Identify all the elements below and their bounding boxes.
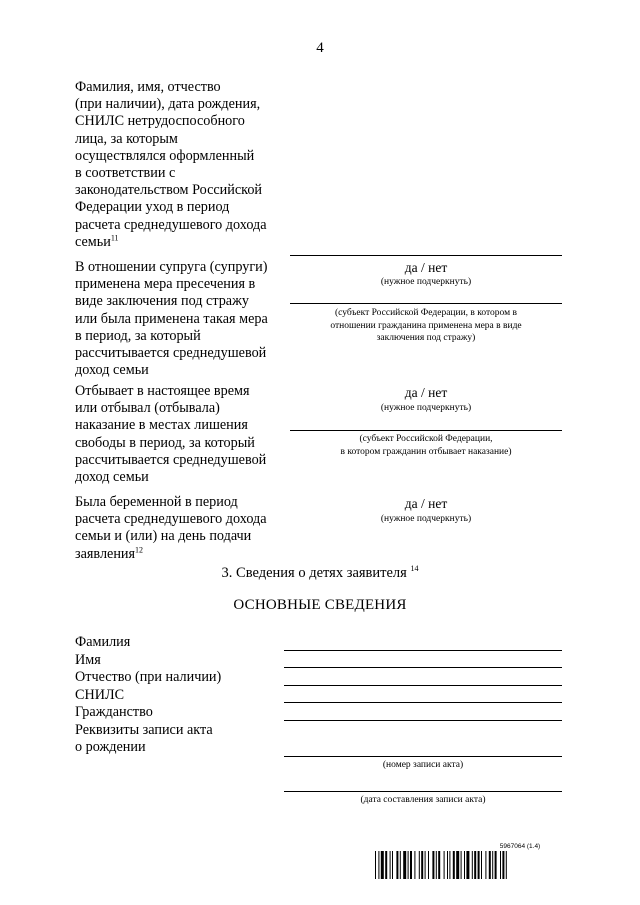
field-surname-line[interactable]: [284, 650, 562, 651]
footnote-12: 12: [135, 544, 144, 554]
field-surname-label: Фамилия: [75, 634, 131, 650]
birth-record-label: Реквизиты записи акта о рождении: [75, 722, 213, 756]
spouse-detained-label: В отношении супруга (супруги) применена мера пресечения в виде заключения под стражу или была применена такая мера в период, за который рассчитывается среднедушевой доход семьи: [75, 259, 268, 379]
field-citizenship-line[interactable]: [284, 720, 562, 721]
record-number-line[interactable]: [284, 756, 562, 757]
record-date-hint: (дата составления записи акта): [360, 795, 486, 805]
pregnancy-label: [75, 494, 290, 563]
field-snils-line[interactable]: [284, 702, 562, 703]
page-number: 4: [316, 40, 324, 56]
fio-caretaken-text: Фамилия, имя, отчество (при наличии), дата рождения, СНИЛС нетрудоспособного лица, за которым осуществлялся оформленный в соответствии с законодательством Российской Федерации уход в период расчета среднедушевого дохода семьи: [75, 79, 267, 250]
barcode-caption: 5967064 (1.4): [499, 843, 541, 850]
fio-caretaken-line[interactable]: [290, 255, 562, 256]
serving-sentence-yes-no[interactable]: да / нет: [404, 385, 448, 400]
field-patronymic-label: Отчество (при наличии): [75, 669, 222, 685]
field-patronymic-line[interactable]: [284, 685, 562, 686]
footnote-14: 14: [410, 564, 419, 574]
spouse-detained-yes-no[interactable]: да / нет: [404, 260, 448, 275]
field-name-line[interactable]: [284, 667, 562, 668]
footnote-11: 11: [110, 233, 119, 243]
pregnancy-hint: (нужное подчеркнуть): [380, 514, 472, 524]
spouse-region-hint: (субъект Российской Федерации, в котором в отношении гражданина применена мера в виде заключения под стражу): [330, 308, 522, 343]
pregnancy-yes-no[interactable]: да / нет: [404, 496, 448, 511]
field-citizenship-label: Гражданство: [75, 704, 153, 720]
serving-region-line[interactable]: [290, 430, 562, 431]
spouse-region-line[interactable]: [290, 303, 562, 304]
spouse-detained-hint: (нужное подчеркнуть): [380, 277, 472, 287]
pregnancy-text: Была беременной в период расчета среднедушевого дохода семьи и (или) на день подачи заявления: [75, 494, 267, 562]
barcode-icon: [375, 851, 585, 879]
record-number-hint: (номер записи акта): [382, 760, 464, 770]
children-heading-text: 3. Сведения о детях заявителя: [221, 565, 407, 581]
record-date-line[interactable]: [284, 791, 562, 792]
serving-sentence-label: Отбывает в настоящее время или отбывал (отбывала) наказание в местах лишения свободы в период, за который рассчитывается среднедушевой доход семьи: [75, 383, 267, 486]
serving-region-hint: (субъект Российской Федерации, в котором гражданин отбывает наказание): [340, 434, 512, 457]
fio-caretaken-label: [75, 79, 290, 251]
field-snils-label: СНИЛС: [75, 687, 125, 703]
field-name-label: Имя: [75, 652, 101, 668]
children-section-heading: [140, 565, 500, 582]
serving-sentence-hint: (нужное подчеркнуть): [380, 403, 472, 413]
basic-info-subheading: ОСНОВНЫЕ СВЕДЕНИЯ: [233, 597, 407, 613]
